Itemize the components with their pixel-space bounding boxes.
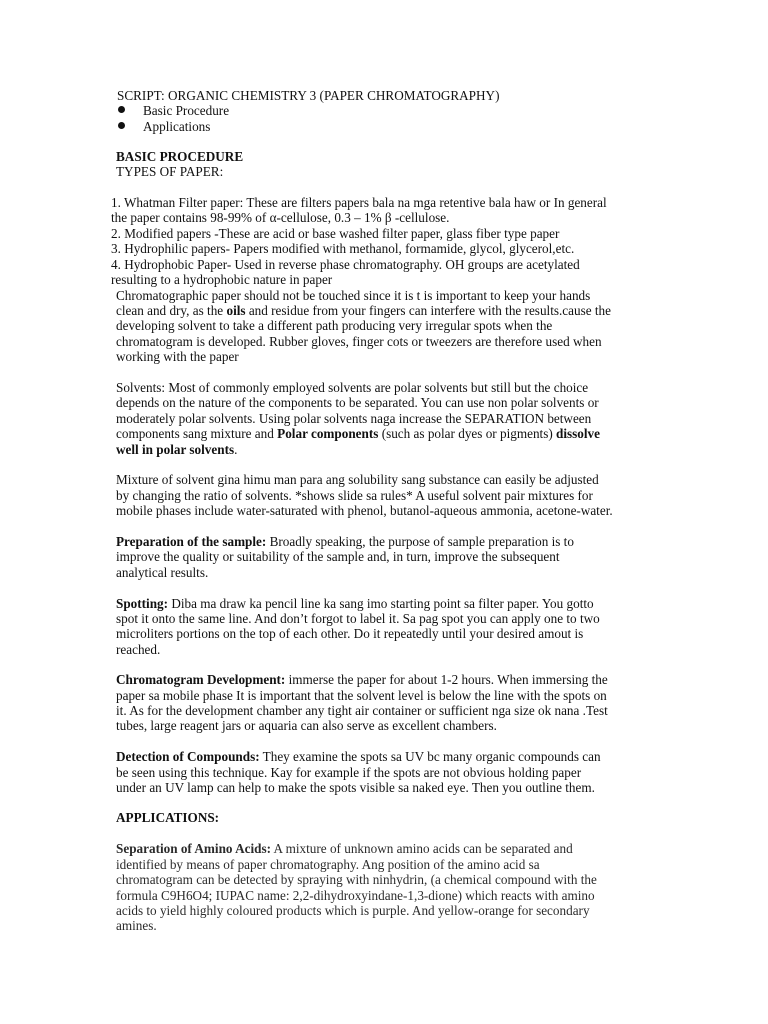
solvents-paragraph-line: depends on the nature of the components to be separated. You can use non polar solvents or (116, 395, 599, 410)
preparation-paragraph-line: Preparation of the sample: Broadly speaking, the purpose of sample preparation is to (116, 534, 574, 549)
mixture-paragraph-line: Mixture of solvent gina himu man para ang solubility sang substance can easily be adjusted (116, 472, 599, 487)
solvents-paragraph-line: moderately polar solvents. Using polar solvents naga increase the SEPARATION between (116, 411, 592, 426)
handling-paragraph-line: clean and dry, as the oils and residue from your fingers can interfere with the results.cause the (116, 303, 611, 318)
amino-paragraph-line: identified by means of paper chromatography. Ang position of the amino acid sa (116, 857, 540, 872)
amino-paragraph-line: chromatogram can be detected by spraying with ninhydrin, (a chemical compound with the (116, 872, 597, 887)
spotting-label: Spotting: (116, 596, 169, 611)
handling-paragraph-line: working with the paper (116, 349, 239, 364)
document-title: SCRIPT: ORGANIC CHEMISTRY 3 (PAPER CHROMATOGRAPHY) (117, 88, 500, 103)
amino-label: Separation of Amino Acids: (116, 841, 271, 856)
development-paragraph-line: Chromatogram Development: immerse the paper for about 1-2 hours. When immersing the (116, 672, 608, 687)
development-paragraph-line: it. As for the development chamber any tight air container or sufficient nga size ok nana .Test (116, 703, 608, 718)
subheading-types-of-paper: TYPES OF PAPER: (116, 164, 224, 179)
spotting-paragraph-line: reached. (116, 642, 161, 657)
mixture-paragraph-line: by changing the ratio of solvents. *shows slide sa rules* A useful solvent pair mixtures for (116, 488, 593, 503)
solvents-paragraph-line: Solvents: Most of commonly employed solvents are polar solvents but still but the choice (116, 380, 589, 395)
outline-item-basic-procedure: Basic Procedure (143, 103, 230, 118)
spotting-paragraph-line: spot it onto the same line. And don’t forgot to label it. Sa pag spot you can apply one to two (116, 611, 600, 626)
preparation-paragraph-line: analytical results. (116, 565, 209, 580)
amino-paragraph-line: Separation of Amino Acids: A mixture of unknown amino acids can be separated and (116, 841, 573, 856)
mixture-paragraph-line: mobile phases include water-saturated with phenol, butanol-aqueous ammonia, acetone-water. (116, 503, 613, 518)
section-heading-basic-procedure: BASIC PROCEDURE (116, 149, 244, 164)
outline-item-applications: Applications (143, 119, 211, 134)
detection-label: Detection of Compounds: (116, 749, 260, 764)
amino-paragraph-line: formula C9H6O4; IUPAC name: 2,2-dihydroxyindane-1,3-dione) which reacts with amino (116, 888, 595, 903)
detection-paragraph-line: be seen using this technique. Kay for example if the spots are not obvious holding paper (116, 765, 582, 780)
paper-type-line: 1. Whatman Filter paper: These are filters papers bala na mga retentive bala haw or In general (111, 195, 607, 210)
preparation-paragraph-line: improve the quality or suitability of the sample and, in turn, improve the subsequent (116, 549, 560, 564)
paper-type-line: 4. Hydrophobic Paper- Used in reverse phase chromatography. OH groups are acetylated (111, 257, 580, 272)
bullet-dot-icon (118, 106, 125, 113)
section-heading-applications: APPLICATIONS: (116, 810, 220, 825)
preparation-label: Preparation of the sample: (116, 534, 267, 549)
solvents-paragraph-line: components sang mixture and Polar components (such as polar dyes or pigments) dissolve (116, 426, 600, 441)
paper-type-line: 3. Hydrophilic papers- Papers modified with methanol, formamide, glycol, glycerol,etc. (111, 241, 575, 256)
paper-type-line: 2. Modified papers -These are acid or base washed filter paper, glass fiber type paper (111, 226, 560, 241)
development-label: Chromatogram Development: (116, 672, 286, 687)
spotting-paragraph-line: Spotting: Diba ma draw ka pencil line ka sang imo starting point sa filter paper. You gotto (116, 596, 594, 611)
handling-paragraph-line: chromatogram is developed. Rubber gloves, finger cots or tweezers are therefore used when (116, 334, 602, 349)
spotting-paragraph-line: microliters portions on the top of each other. Do it repeatedly until your desired amout is (116, 626, 584, 641)
solvents-paragraph-line: well in polar solvents. (116, 442, 238, 457)
detection-paragraph-line: under an UV lamp can help to make the spots visible sa naked eye. Then you outline them. (116, 780, 595, 795)
development-paragraph-line: tubes, large reagent jars or aquaria can also serve as excellent chambers. (116, 718, 497, 733)
paper-type-line: the paper contains 98-99% of α-cellulose, 0.3 – 1% β -cellulose. (111, 210, 450, 225)
detection-paragraph-line: Detection of Compounds: They examine the spots sa UV bc many organic compounds can (116, 749, 601, 764)
amino-paragraph-line: amines. (116, 918, 157, 933)
handling-paragraph-line: developing solvent to take a different path producing very irregular spots when the (116, 318, 553, 333)
development-paragraph-line: paper sa mobile phase It is important that the solvent level is below the line with the spots on (116, 688, 607, 703)
bullet-dot-icon (118, 122, 125, 129)
amino-paragraph-line: acids to yield highly coloured products which is purple. And yellow-orange for secondary (116, 903, 590, 918)
handling-paragraph-line: Chromatographic paper should not be touched since it is t is important to keep your hands (116, 288, 591, 303)
paper-type-line: resulting to a hydrophobic nature in paper (111, 272, 333, 287)
